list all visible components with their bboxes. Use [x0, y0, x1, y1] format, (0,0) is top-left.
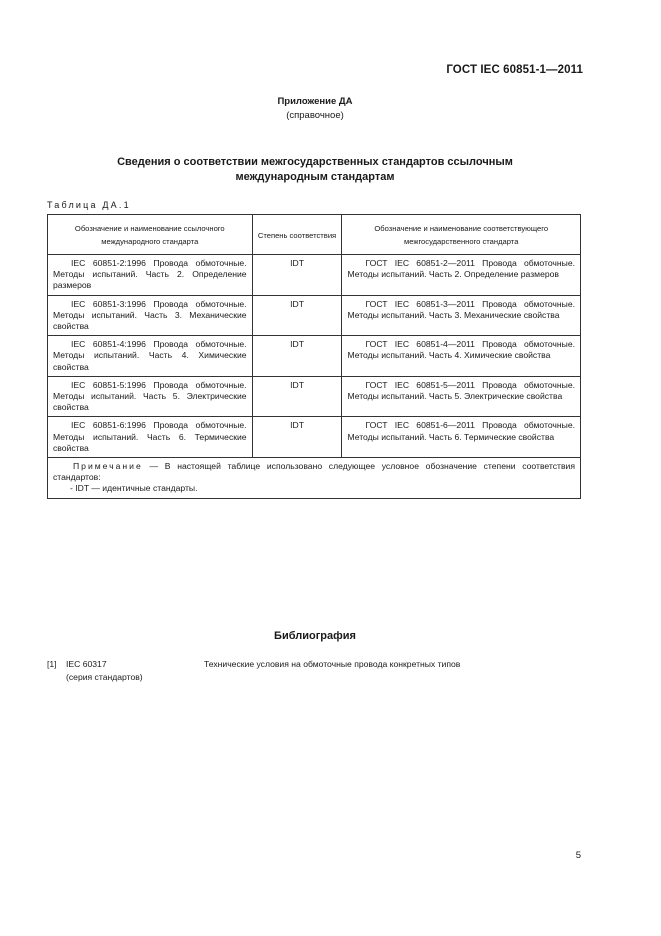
- international-standard-cell: IEC 60851-5:1996 Провода обмоточные. Методы испытаний. Часть 5. Электрические свойства: [48, 376, 253, 417]
- correspondence-table: [47, 214, 581, 499]
- degree-cell: IDT: [252, 255, 342, 296]
- bibliography-entry-series: (серия стандартов): [66, 671, 143, 682]
- section-title-line-1: Сведения о соответствии межгосударственных стандартов ссылочным: [117, 156, 513, 168]
- page-number: 5: [575, 850, 581, 861]
- note-text: — В настоящей таблице использовано следующее условное обозначение степени соответствия стандартов:: [53, 461, 576, 483]
- note-label: Примечание: [73, 461, 143, 472]
- table-row: [48, 376, 581, 417]
- table-row: [48, 295, 581, 336]
- interstate-standard-cell: ГОСТ IEC 60851-6—2011 Провода обмоточные. Методы испытаний. Часть 6. Термические свойства: [342, 417, 581, 458]
- international-standard-cell: IEC 60851-4:1996 Провода обмоточные. Методы испытаний. Часть 4. Химические свойства: [48, 336, 253, 377]
- table-row: [48, 255, 581, 296]
- bibliography-entry-title: Технические условия на обмоточные провода конкретных типов: [204, 659, 461, 669]
- note-item: - IDT — идентичные стандарты.: [70, 483, 198, 494]
- appendix-label: [0, 95, 630, 123]
- header-interstate-standard: Обозначение и наименование соответствующего межгосударственного стандарта: [342, 215, 581, 255]
- section-title: [60, 155, 570, 185]
- header-degree: Степень соответствия: [252, 215, 342, 255]
- interstate-standard-cell: ГОСТ IEC 60851-2—2011 Провода обмоточные. Методы испытаний. Часть 2. Определение размеров: [342, 255, 581, 296]
- international-standard-cell: IEC 60851-2:1996 Провода обмоточные. Методы испытаний. Часть 2. Определение размеров: [48, 255, 253, 296]
- interstate-standard-cell: ГОСТ IEC 60851-5—2011 Провода обмоточные. Методы испытаний. Часть 5. Электрические свойства: [342, 376, 581, 417]
- appendix-title: Приложение ДА: [277, 96, 353, 107]
- section-title-line-2: международным стандартам: [235, 171, 395, 183]
- bibliography-title: Библиография: [274, 630, 356, 642]
- degree-cell: IDT: [252, 336, 342, 377]
- interstate-standard-cell: ГОСТ IEC 60851-4—2011 Провода обмоточные. Методы испытаний. Часть 4. Химические свойства: [342, 336, 581, 377]
- degree-cell: IDT: [252, 417, 342, 458]
- bibliography-entry-reference: [66, 658, 143, 683]
- table-caption: Таблица ДА.1: [47, 200, 131, 210]
- interstate-standard-cell: ГОСТ IEC 60851-3—2011 Провода обмоточные. Методы испытаний. Часть 3. Механические свойства: [342, 295, 581, 336]
- document-code-header: ГОСТ IEC 60851-1—2011: [446, 64, 583, 76]
- international-standard-cell: IEC 60851-6:1996 Провода обмоточные. Методы испытаний. Часть 6. Термические свойства: [48, 417, 253, 458]
- degree-cell: IDT: [252, 376, 342, 417]
- appendix-subtitle: (справочное): [286, 110, 344, 121]
- bibliography-entry-number: [1]: [47, 659, 57, 669]
- table-note: [48, 458, 581, 499]
- table-row: [48, 336, 581, 377]
- table-note-row: [48, 458, 581, 499]
- table-row: [48, 417, 581, 458]
- table-header-row: [48, 215, 581, 255]
- header-international-standard: Обозначение и наименование ссылочного международного стандарта: [48, 215, 253, 255]
- degree-cell: IDT: [252, 295, 342, 336]
- international-standard-cell: IEC 60851-3:1996 Провода обмоточные. Методы испытаний. Часть 3. Механические свойства: [48, 295, 253, 336]
- bibliography-entry-code: IEC 60317: [66, 659, 107, 669]
